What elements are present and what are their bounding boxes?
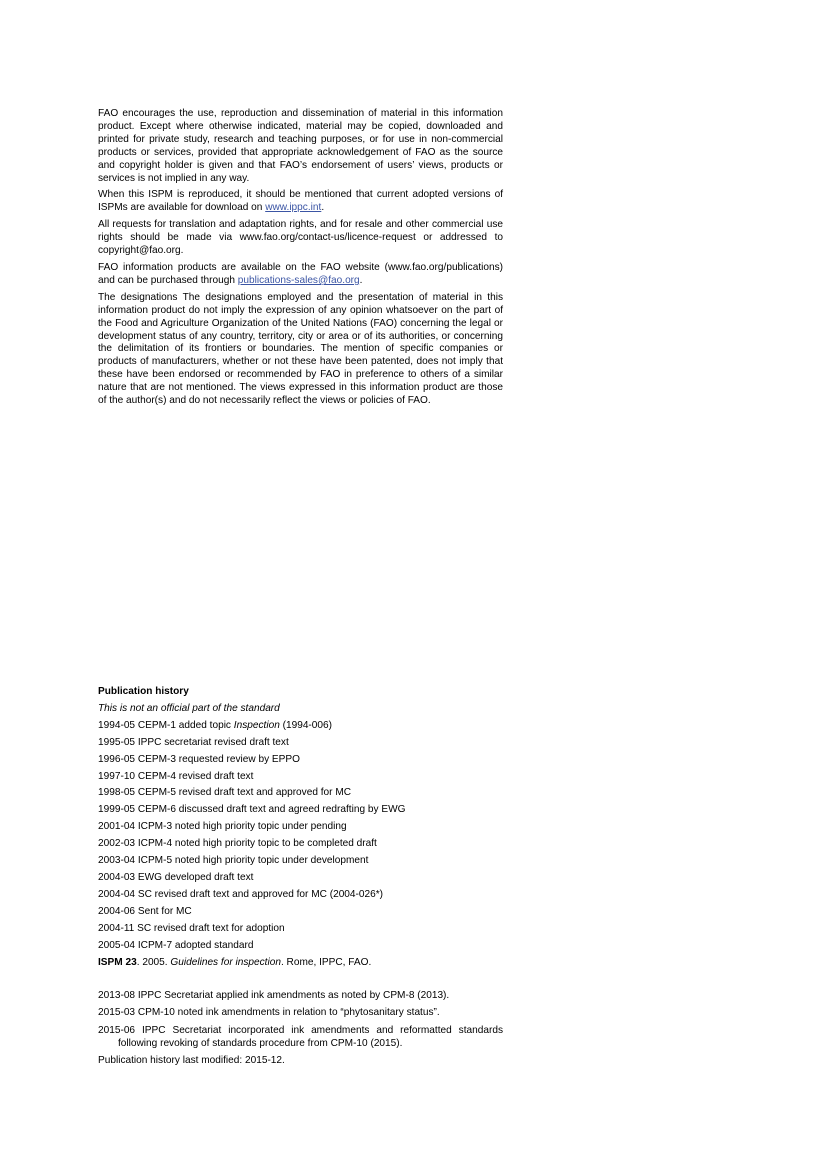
amendment-entry: 2013-08 IPPC Secretariat applied ink amendments as noted by CPM-8 (2013). (98, 990, 450, 1002)
history-entry: 2004-04 SC revised draft text and approved for MC (2004-026*) (98, 888, 384, 900)
copyright-paragraph-rights: All requests for translation and adaptation rights, and for resale and other commercial use rights should be made via www.fao.org/contact-us/licence-request or addressed to copyright@fao.org. (98, 219, 503, 257)
history-entry: 2004-06 Sent for MC (98, 905, 192, 917)
ippc-link[interactable]: www.ippc.int (265, 202, 322, 214)
entry-topic: Inspection (233, 719, 280, 731)
publication-history-note: This is not an official part of the standard (98, 702, 280, 714)
last-modified: Publication history last modified: 2015-12. (98, 1054, 285, 1066)
publications-sales-link[interactable]: publications-sales@fao.org (237, 274, 360, 286)
availability-period: . (359, 274, 363, 286)
history-entry: 1996-05 CEPM-3 requested review by EPPO (98, 753, 300, 765)
amendment-entry: 2015-06 IPPC Secretariat incorporated ink amendments and reformatted standards following revoking of standards procedure from CPM-10 (2015). (98, 1025, 503, 1050)
publication-history-title: Publication history (98, 686, 189, 697)
history-entry: 1998-05 CEPM-5 revised draft text and approved for MC (98, 787, 352, 799)
history-entry: 1995-05 IPPC secretariat revised draft text (98, 736, 289, 748)
copyright-paragraph-designations: The designations The designations employed and the presentation of material in this information product do not imply the expression of any opinion whatsoever on the part of the Food and Agriculture Organization of the United Nations (FAO) concerning the legal or development status of any country, territory, city or area or of its authorities, or concerning the delimitation of its frontiers or boundaries. The mention of specific companies or products of manufacturers, whether or not these have been patented, does not imply that these have been endorsed or recommended by FAO in preference to others of a similar nature that are not mentioned. The views expressed in this information product are those of the author(s) and do not necessarily reflect the views or policies of FAO. (98, 291, 503, 407)
history-entry: 1999-05 CEPM-6 discussed draft text and agreed redrafting by EWG (98, 804, 406, 816)
copyright-paragraph-reproduction (98, 189, 503, 215)
publication-history (98, 684, 503, 1070)
history-entry: 2002-03 ICPM-4 noted high priority topic to be completed draft (98, 838, 377, 850)
history-entry: 2001-04 ICPM-3 noted high priority topic under pending (98, 821, 347, 833)
entry-code: (1994-006) (279, 719, 332, 731)
history-entry: 2005-04 ICPM-7 adopted standard (98, 939, 254, 951)
copyright-notice (98, 108, 503, 412)
citation-standard: ISPM 23 (98, 956, 137, 968)
availability-text: FAO information products are available on the FAO website (www.fao.org/publications) and can be purchased through (98, 261, 503, 286)
history-entry: 2004-03 EWG developed draft text (98, 871, 254, 883)
history-entry: 2004-11 SC revised draft text for adoption (98, 922, 285, 934)
citation-publisher: . Rome, IPPC, FAO. (280, 956, 372, 968)
entry-text: 1994-05 CEPM-1 added topic (98, 719, 234, 731)
history-entry: 1997-10 CEPM-4 revised draft text (98, 770, 254, 782)
amendment-entry: 2015-03 CPM-10 noted ink amendments in relation to “phytosanitary status”. (98, 1007, 440, 1019)
copyright-paragraph-availability (98, 262, 503, 288)
citation-year: . 2005. (136, 956, 171, 968)
citation-title: Guidelines for inspection (170, 956, 281, 968)
copyright-paragraph-use: FAO encourages the use, reproduction and dissemination of material in this information product. Except where otherwise indicated, material may be copied, downloaded and printed for private study, research and teaching purposes, or for use in non-commercial products or services, provided that appropriate acknowledgement of FAO as the source and copyright holder is given and that FAO’s endorsement of users’ views, products or services is not implied in any way. (98, 108, 503, 184)
spacer (98, 971, 503, 988)
reproduction-period: . (321, 202, 325, 214)
citation (98, 955, 503, 972)
history-entry: 2003-04 ICPM-5 noted high priority topic under development (98, 855, 369, 867)
reproduction-text: When this ISPM is reproduced, it should be mentioned that current adopted versions of ISPMs are available for download on (98, 189, 503, 214)
history-entry (98, 718, 503, 735)
